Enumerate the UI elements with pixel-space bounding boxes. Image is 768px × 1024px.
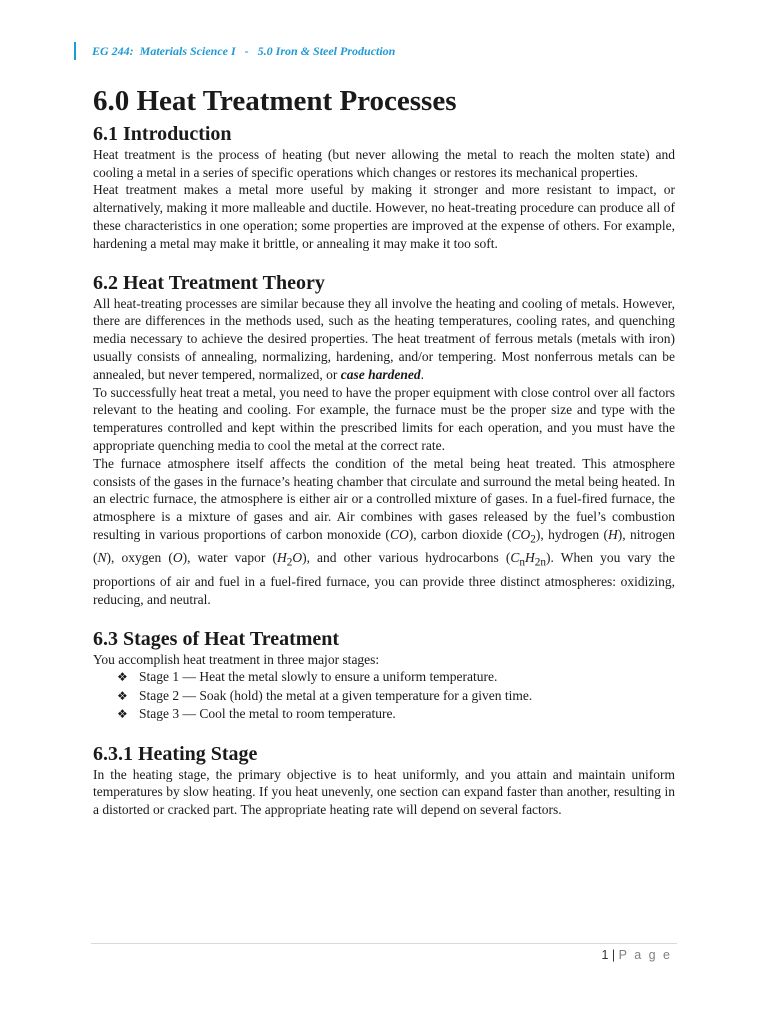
diamond-bullet-icon: ❖	[117, 670, 128, 685]
stages-intro: You accomplish heat treatment in three major stages:	[93, 651, 380, 667]
intro-paragraph-1: Heat treatment is the process of heating (but never allowing the metal to reach the molten state) and cooling a metal in a series of specific operations which changes or restores its mechanical properties.	[93, 146, 675, 180]
list-item: ❖ Stage 2 — Soak (hold) the metal at a given temperature for a given time.	[117, 687, 675, 705]
section-heading-theory: 6.2 Heat Treatment Theory	[93, 271, 325, 294]
page-label: P a g e	[618, 948, 672, 962]
section-heading-heating-stage: 6.3.1 Heating Stage	[93, 742, 258, 765]
theory-paragraph-2: To successfully heat treat a metal, you need to have the proper equipment with close control over all factors relevant to the heating and cooling. For example, the furnace must be the proper size and type with the temperatures controlled and kept within the prescribed limits for each operation, and you must have the appropriate quenching media to cool the metal at the correct rate.	[93, 384, 675, 453]
diamond-bullet-icon: ❖	[117, 688, 128, 703]
section-heading-stages: 6.3 Stages of Heat Treatment	[93, 627, 340, 650]
heating-paragraph-1: In the heating stage, the primary objective is to heat uniformly, and you attain and maintain uniform temperatures by slow heating. If you heat unevenly, one section can expand faster than another, resulting in a distorted or cracked part. The appropriate heating rate will depend on several factors.	[93, 766, 675, 818]
theory-paragraph-1: All heat-treating processes are similar because they all involve the heating and cooling of metals. However, there are differences in the methods used, such as the heating temperatures, cooling rates, and quenching media necessary to achieve the desired properties. The heat treatment of ferrous metals (metals with iron) usually consists of annealing, normalizing, hardening, and/or tempering. Most nonferrous metals can be annealed, but never tempered, normalized, or case hardened.	[93, 295, 675, 382]
footer-pipe: |	[611, 948, 616, 962]
page-footer	[601, 948, 672, 962]
diamond-bullet-icon: ❖	[117, 707, 128, 722]
section-heading-introduction: 6.1 Introduction	[93, 122, 232, 145]
list-item: ❖ Stage 1 — Heat the metal slowly to ensure a uniform temperature.	[117, 668, 675, 686]
header-chapter: 5.0 Iron & Steel Production	[257, 43, 396, 58]
case-hardened-emphasis: case hardened	[340, 366, 421, 382]
running-header	[74, 40, 395, 62]
intro-paragraph-2: Heat treatment makes a metal more useful by making it stronger and more resistant to impact, or alternatively, making it more malleable and ductile. However, no heat-treating procedure can produce all of these characteristics in one operation; some properties are improved at the expense of others. For example, hardening a metal may make it brittle, or annealing it may make it too soft.	[93, 182, 675, 251]
page-body	[93, 84, 675, 819]
footer-divider	[91, 943, 677, 944]
theory-paragraph-3: The furnace atmosphere itself affects the condition of the metal being heat treated. This atmosphere consists of the gases in the furnace’s heating chamber that circulate and surround the metal being heated. In an electric furnace, the atmosphere is either air or a controlled mixture of gases. In a fuel-fired furnace, the atmosphere is a mixture of gases and air. Air combines with gases released by the fuel’s combustion resulting in various proportions of carbon monoxide (CO), carbon dioxide $(CO_2)$, hydrogen (H), nitrogen (N), oxygen (O), water vapor $(H_2O)$, and other various hydrocarbons $(C_nH_{2n})$. When you vary the proportions of air and fuel in a fuel-fired furnace, you can provide three distinct atmospheres: oxidizing, reducing, and neutral.	[93, 455, 676, 607]
header-accent-bar	[74, 42, 76, 60]
page-title: 6.0 Heat Treatment Processes	[93, 85, 457, 117]
page-number: 1	[601, 948, 609, 962]
stages-list	[93, 668, 675, 723]
header-course: EG 244: Materials Science I	[92, 43, 236, 58]
list-item: ❖ Stage 3 — Cool the metal to room temperature.	[117, 705, 675, 723]
header-separator: -	[244, 43, 249, 58]
